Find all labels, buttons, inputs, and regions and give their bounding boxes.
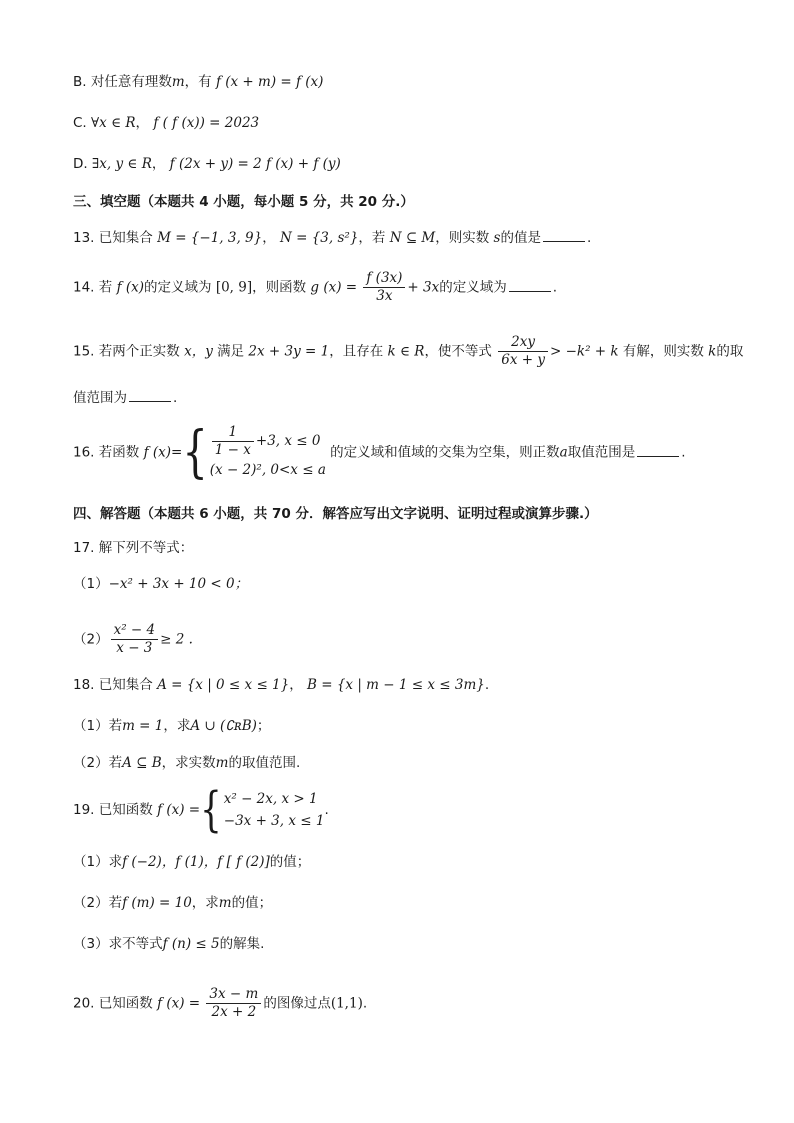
option-b: B. 对任意有理数m，有 f (x + m) = f (x): [73, 74, 324, 90]
answer-blank: [509, 278, 551, 292]
question-17-part-1: （1）−x² + 3x + 10 < 0；: [73, 576, 249, 592]
question-15-cont: 值范围为 .: [73, 390, 178, 406]
question-14: 14. 若 f (x)的定义域为 [0, 9]，则函数 g (x) = $\frac{f (3x)}{3x}$ + 3x的定义域为 .: [73, 270, 558, 304]
fraction: $\frac{3x - m}{2x + 2}$: [206, 986, 261, 1021]
piecewise-cases: $\frac{1}{1 - x}$ +3, x ≤ 0 (x − 2)², 0<x ≤ a: [209, 424, 326, 478]
section-heading-fill-in: 三、填空题（本题共 4 小题，每小题 5 分，共 20 分.）: [73, 194, 414, 210]
question-18-part-2: （2）若A ⊆ B，求实数m的取值范围.: [73, 755, 301, 771]
question-19-part-3: （3）求不等式f (n) ≤ 5的解集.: [73, 936, 265, 952]
question-18: 18. 已知集合 A = {x | 0 ≤ x ≤ 1}， B = {x | m − 1 ≤ x ≤ 3m}.: [73, 677, 490, 693]
question-16: 16. 若函数 f (x)={ $\frac{1}{1 - x}$ +3, x ≤ 0 (x − 2)², 0<x ≤ a 的定义域和值域的交集为空集，则正数a取值范围是 .: [73, 420, 686, 485]
fraction: $\frac{f (3x)}{3x}$: [363, 270, 405, 305]
question-17: 17. 解下列不等式：: [73, 540, 194, 556]
section-heading-answer: 四、解答题（本题共 6 小题，共 70 分．解答应写出文字说明、证明过程或演算步骤.）: [73, 506, 598, 522]
question-19-part-2: （2）若f (m) = 10，求m的值；: [73, 895, 273, 911]
answer-blank: [543, 228, 585, 242]
question-19: 19. 已知函数 f (x) ={ x² − 2x, x > 1 −3x + 3, x ≤ 1 .: [73, 782, 329, 838]
question-19-part-1: （1）求f (−2)，f (1)，f [ f (2)]的值；: [73, 854, 311, 870]
left-brace: {: [200, 782, 222, 838]
answer-blank: [129, 388, 171, 402]
piecewise-cases: x² − 2x, x > 1 −3x + 3, x ≤ 1: [223, 791, 325, 829]
answer-blank: [637, 443, 679, 457]
left-brace: {: [182, 420, 208, 485]
question-17-part-2: （2） $\frac{\text{x² − 4}}{x - 3}$ ≥ 2 .: [73, 622, 193, 656]
question-20: 20. 已知函数 f (x) = $\frac{3x - m}{2x + 2}$ 的图像过点(1,1).: [73, 986, 368, 1020]
question-15: 15. 若两个正实数 x，y 满足 2x + 3y = 1，且存在 k ∈ R，使不等式 $\frac{2xy}{6x + y}$ > −k² + k 有解，则实数 k的取: [73, 334, 744, 368]
fraction: $\frac{\text{x² − 4}}{x - 3}$: [111, 622, 159, 657]
question-13: 13. 已知集合 M = {−1, 3, 9}， N = {3, s²}，若 N ⊆ M，则实数 s的值是 .: [73, 230, 592, 246]
question-18-part-1: （1）若m = 1，求A ∪ (∁ʀB)；: [73, 718, 271, 734]
option-d: D. ∃x, y ∈ R， f (2x + y) = 2 f (x) + f (y): [73, 156, 341, 172]
option-c: C. ∀x ∈ R， f ( f (x)) = 2023: [73, 115, 260, 131]
fraction: $\frac{2xy}{6x + y}$: [498, 334, 548, 369]
